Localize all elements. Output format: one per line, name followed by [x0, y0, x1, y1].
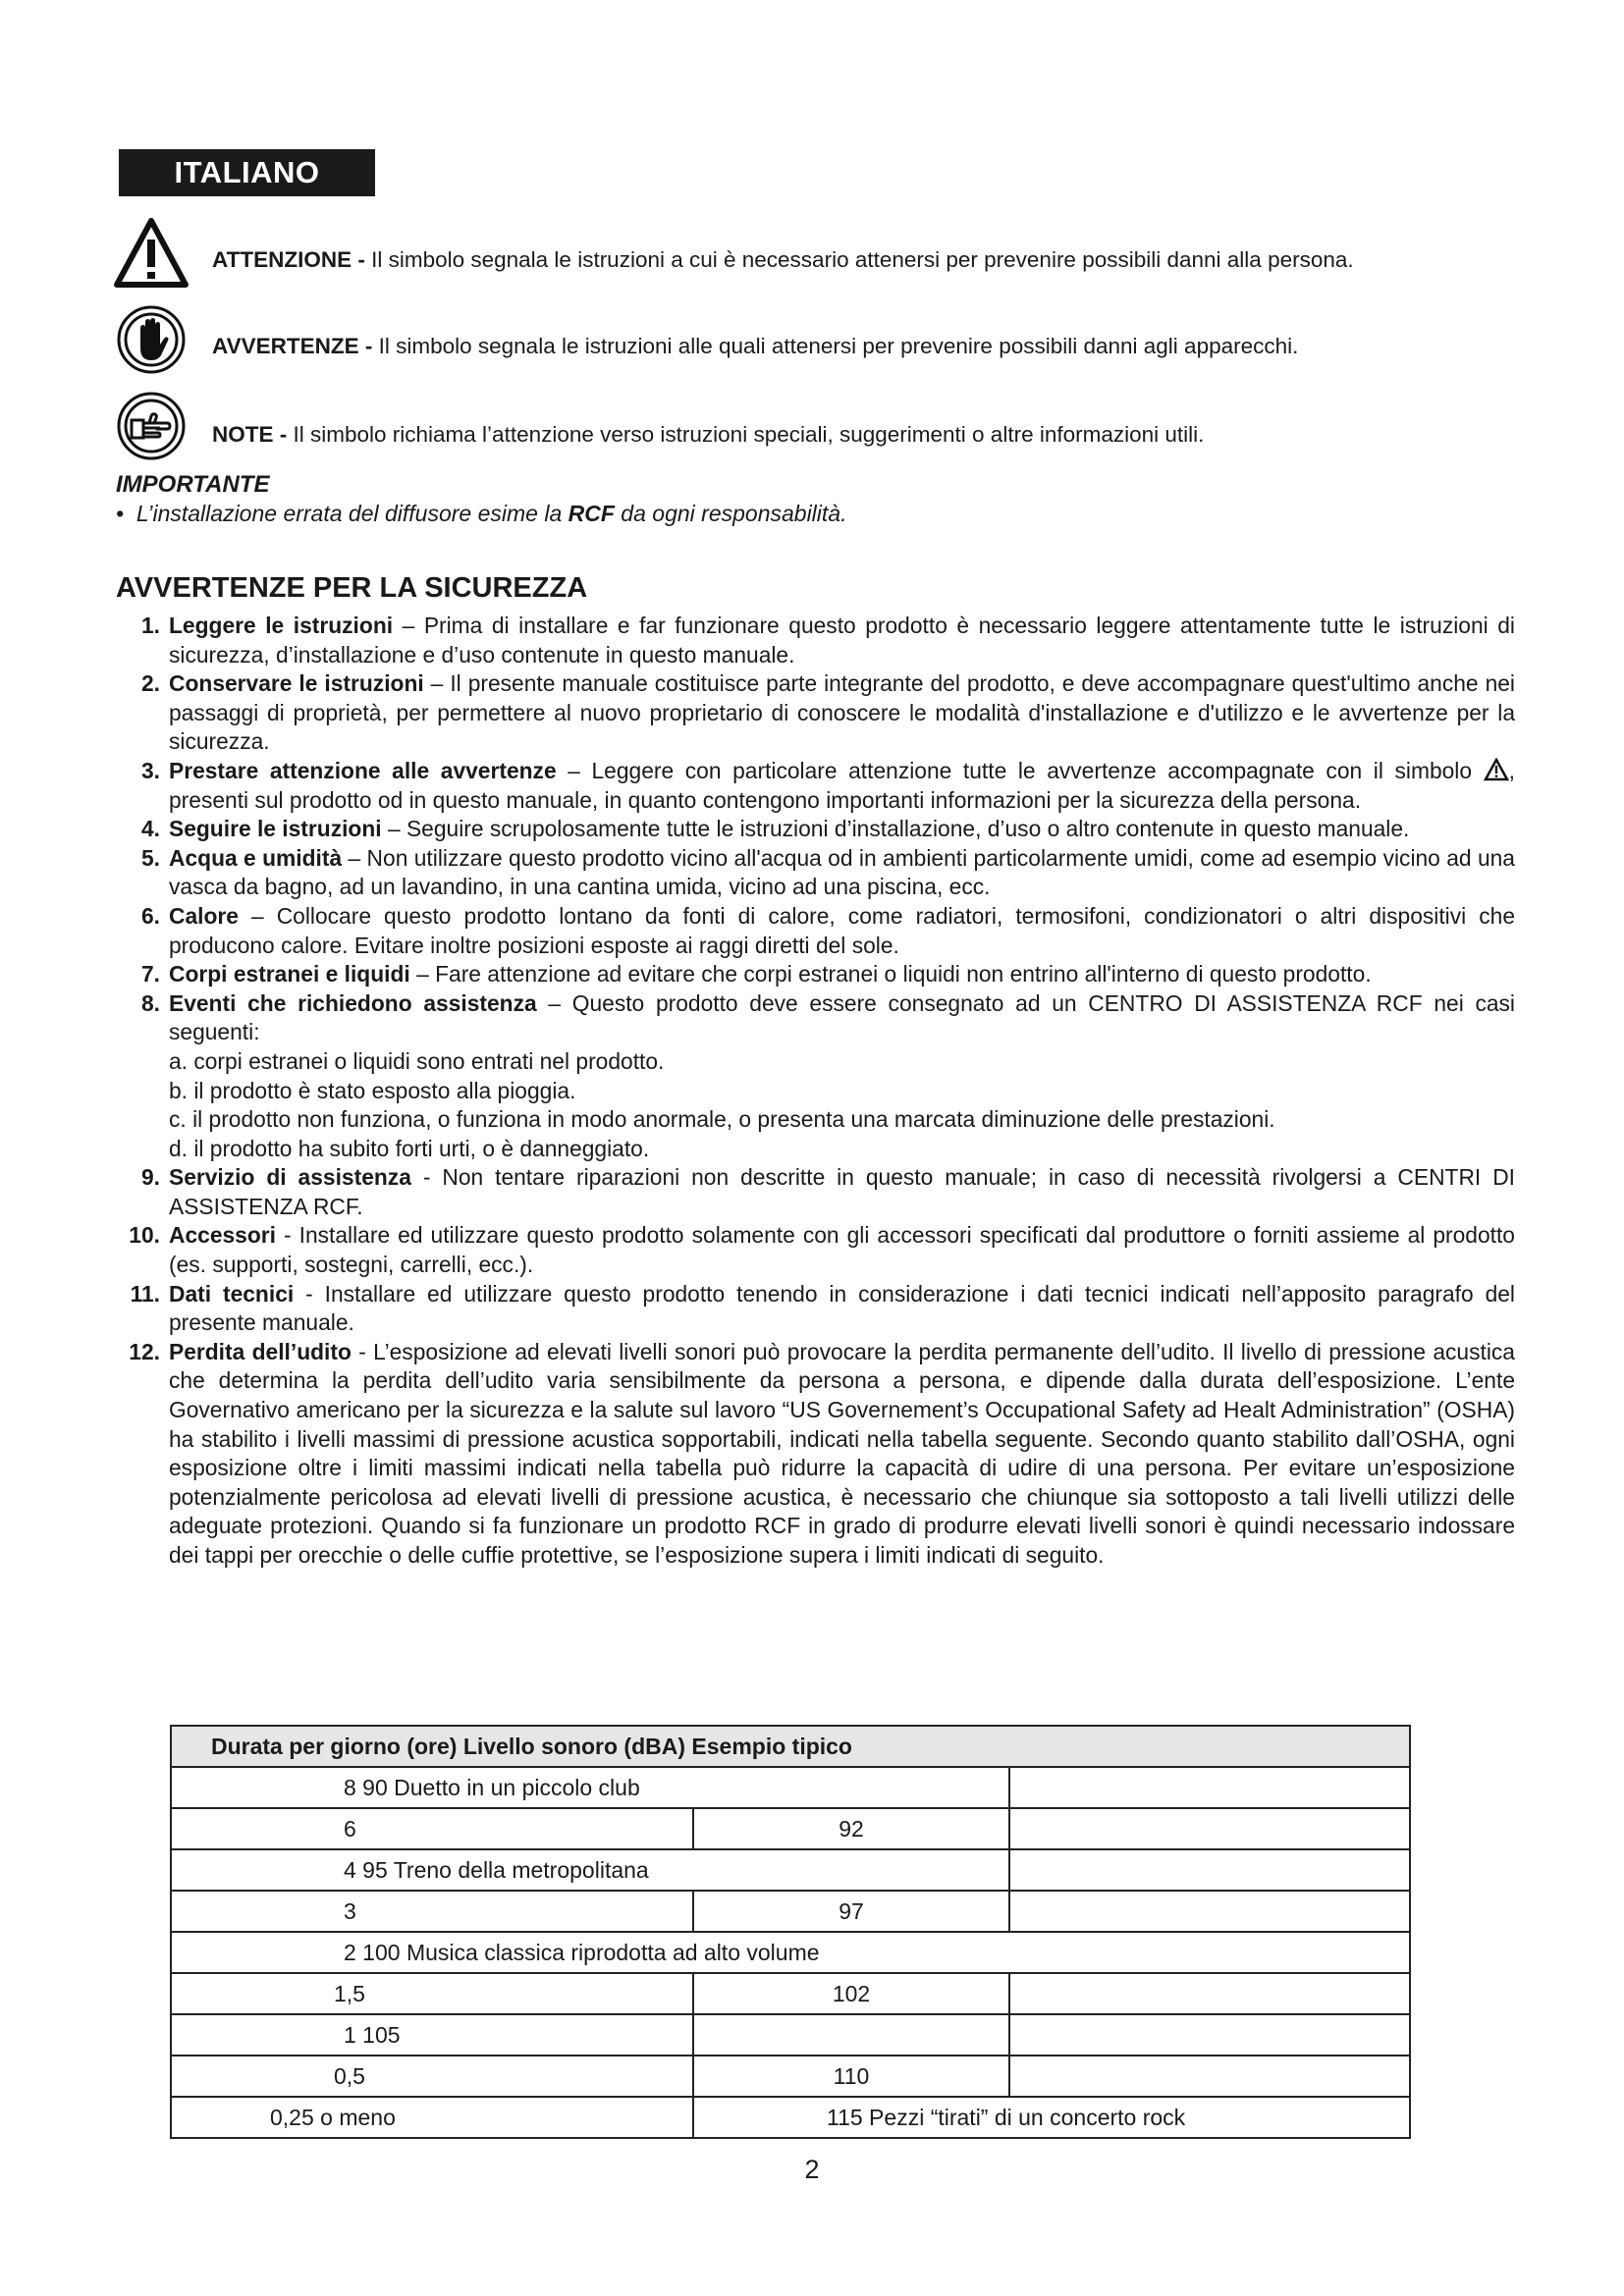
safety-section-title: AVVERTENZE PER LA SICUREZZA — [116, 572, 588, 604]
pointing-hand-icon — [114, 391, 189, 461]
table-row — [171, 1767, 1410, 1808]
safety-rule: 6. Calore – Collocare questo prodotto lontano da fonti di calore, come radiatori, termosifoni, condizionatori o altri dispositivi che producono calore. Evitare inoltre posizioni esposte ai raggi diretti del sole. — [140, 902, 1515, 958]
table-cell — [1009, 1808, 1410, 1849]
table-row — [171, 1891, 1410, 1932]
table-cell: 97 — [693, 1891, 1009, 1932]
table-header: Durata per giorno (ore) Livello sonoro (dBA) Esempio tipico — [171, 1726, 1410, 1767]
notice-avvertenze — [114, 304, 1528, 375]
safety-rule: 12. Perdita dell’udito - L’esposizione ad elevati livelli sonori può provocare la perdita permanente dell’udito. Il livello di pressione acustica che determina la perdita dell’udito varia sensibilmente da persona a persona, e dipende dalla durata dell’esposizione. L’ente Governativo americano per la sicurezza e la salute sul lavoro “US Governement’s Occupational Safety ad Healt Administration” (OSHA) ha stabilito i livelli massimi di pressione acustica sopportabili, indicati nella tabella seguente. Secondo quanto stabilito dall’OSHA, ogni esposizione oltre i limiti massimi indicati nella tabella può ridurre la capacità di udire di una persona. Per evitare un’esposizione potenzialmente pericolosa ad elevati livelli di pressione acustica, è necessario che chiunque sia sottoposto a tali livelli utilizzi delle adeguate protezioni. Quando si fa funzionare un prodotto RCF in grado di produrre elevati livelli sonori è quindi necessario indossare dei tappi per orecchie o delle cuffie protettive, se l’esposizione supera i limiti indicati di seguito. — [129, 1338, 1515, 1568]
sound-exposure-table — [170, 1725, 1411, 2139]
table-row — [171, 1973, 1410, 2014]
table-cell: 92 — [693, 1808, 1009, 1849]
table-cell: 3 — [171, 1891, 693, 1932]
table-cell — [1009, 1891, 1410, 1932]
sub-item: d. il prodotto ha subito forti urti, o è danneggiato. — [169, 1135, 650, 1161]
notice-note-text: NOTE - Il simbolo richiama l’attenzione verso istruzioni speciali, suggerimenti o altre informazioni utili. — [212, 422, 1205, 447]
table-row — [171, 2014, 1410, 2056]
hand-stop-icon — [114, 304, 189, 375]
notice-attenzione — [114, 218, 1528, 289]
notice-attenzione-text: ATTENZIONE - Il simbolo segnala le istruzioni a cui è necessario attenersi per prevenire possibili danni alla persona. — [212, 247, 1354, 272]
table-row — [171, 2056, 1410, 2097]
safety-rule: 7. Corpi estranei e liquidi – Fare attenzione ad evitare che corpi estranei o liquidi non entrino all'interno di questo prodotto. — [140, 961, 1372, 988]
table-row — [171, 2097, 1410, 2138]
safety-rules-list — [116, 612, 1515, 1571]
table-cell: 0,5 — [171, 2056, 693, 2097]
safety-rule: 9. Servizio di assistenza - Non tentare riparazioni non descritte in questo manuale; in caso di necessità rivolgersi a CENTRI DI ASSISTENZA RCF. — [140, 1164, 1516, 1219]
language-tab: ITALIANO — [119, 149, 375, 196]
table-row — [171, 1932, 1410, 1973]
sub-item: b. il prodotto è stato esposto alla pioggia. — [169, 1077, 576, 1103]
table-cell — [1009, 2014, 1410, 2056]
safety-rule: 11. Dati tecnici - Installare ed utilizzare questo prodotto tenendo in considerazione i dati tecnici indicati nell’apposito paragrafo del presente manuale. — [130, 1280, 1515, 1336]
page-number: 2 — [804, 2155, 820, 2184]
table-row — [171, 1808, 1410, 1849]
notice-note — [114, 391, 1528, 461]
notice-avvertenze-text: AVVERTENZE - Il simbolo segnala le istruzioni alle quali attenersi per prevenire possibili danni agli apparecchi. — [212, 334, 1299, 358]
table-cell: 8 90 Duetto in un piccolo club — [171, 1767, 1009, 1808]
important-title: IMPORTANTE — [116, 471, 270, 498]
safety-rule: 10. Accessori - Installare ed utilizzare questo prodotto solamente con gli accessori specificati dal produttore o forniti assieme al prodotto (es. supporti, sostegni, carrelli, ecc.). — [129, 1222, 1515, 1278]
table-cell: 115 Pezzi “tirati” di un concerto rock — [693, 2097, 1410, 2138]
safety-rule: 1. Leggere le istruzioni – Prima di installare e far funzionare questo prodotto è necessario leggere attentamente tutte le istruzioni di sicurezza, d’installazione e d’uso contenute in questo manuale. — [140, 613, 1515, 667]
warning-triangle-icon — [114, 218, 189, 289]
table-cell — [1009, 1767, 1410, 1808]
table-cell — [1009, 1849, 1410, 1891]
table-cell: 0,25 o meno — [171, 2097, 693, 2138]
sub-item: c. il prodotto non funziona, o funziona in modo anormale, o presenta una marcata diminuzione delle prestazioni. — [169, 1106, 1275, 1133]
warning-triangle-icon — [1484, 758, 1509, 781]
safety-rule: 8. Eventi che richiedono assistenza – Questo prodotto deve essere consegnato ad un CENTRO DI ASSISTENZA RCF nei casi seguenti: a. corpi estranei o liquidi sono entrati nel prodotto. b. il prodotto è stato esposto alla pioggia. c. il prodotto non funziona, o funziona in modo anormale, o presenta una marcata diminuzione delle prestazioni. d. il prodotto ha subito forti urti, o è danneggiato. — [116, 989, 1515, 1164]
table-header-row — [171, 1726, 1410, 1767]
table-cell: 4 95 Treno della metropolitana — [171, 1849, 1009, 1891]
safety-rule: 3. Prestare attenzione alle avvertenze – Leggere con particolare attenzione tutte le avvertenze accompagnate con il simbolo , presenti sul prodotto od in questo manuale, in quanto contengono importanti informazioni per la sicurezza della persona. — [140, 757, 1515, 813]
safety-rule: 2. Conservare le istruzioni – Il presente manuale costituisce parte integrante del prodotto, e deve accompagnare quest'ultimo anche nei passaggi di proprietà, per permettere al nuovo proprietario di conoscere le modalità d'installazione e d'utilizzo e le avvertenze per la sicurezza. — [140, 670, 1515, 755]
important-text: • L’installazione errata del diffusore esime la RCF da ogni responsabilità. — [116, 501, 847, 526]
table-row — [171, 1849, 1410, 1891]
table-cell: 1 105 — [171, 2014, 693, 2056]
table-cell: 1,5 — [171, 1973, 693, 2014]
sub-item: a. corpi estranei o liquidi sono entrati nel prodotto. — [169, 1047, 665, 1074]
table-cell — [693, 2014, 1009, 2056]
table-cell: 2 100 Musica classica riprodotta ad alto volume — [171, 1932, 1410, 1973]
safety-rule: 4. Seguire le istruzioni – Seguire scrupolosamente tutte le istruzioni d’installazione, d’uso o altro contenute in questo manuale. — [140, 816, 1410, 842]
table-cell — [1009, 2056, 1410, 2097]
table-cell: 110 — [693, 2056, 1009, 2097]
safety-rule: 5. Acqua e umidità – Non utilizzare questo prodotto vicino all'acqua od in ambienti particolarmente umidi, come ad esempio vicino ad una vasca da bagno, ad un lavandino, in una cantina umida, vicino ad una piscina, ecc. — [140, 844, 1515, 900]
table-cell: 6 — [171, 1808, 693, 1849]
table-cell — [1009, 1973, 1410, 2014]
table-cell: 102 — [693, 1973, 1009, 2014]
